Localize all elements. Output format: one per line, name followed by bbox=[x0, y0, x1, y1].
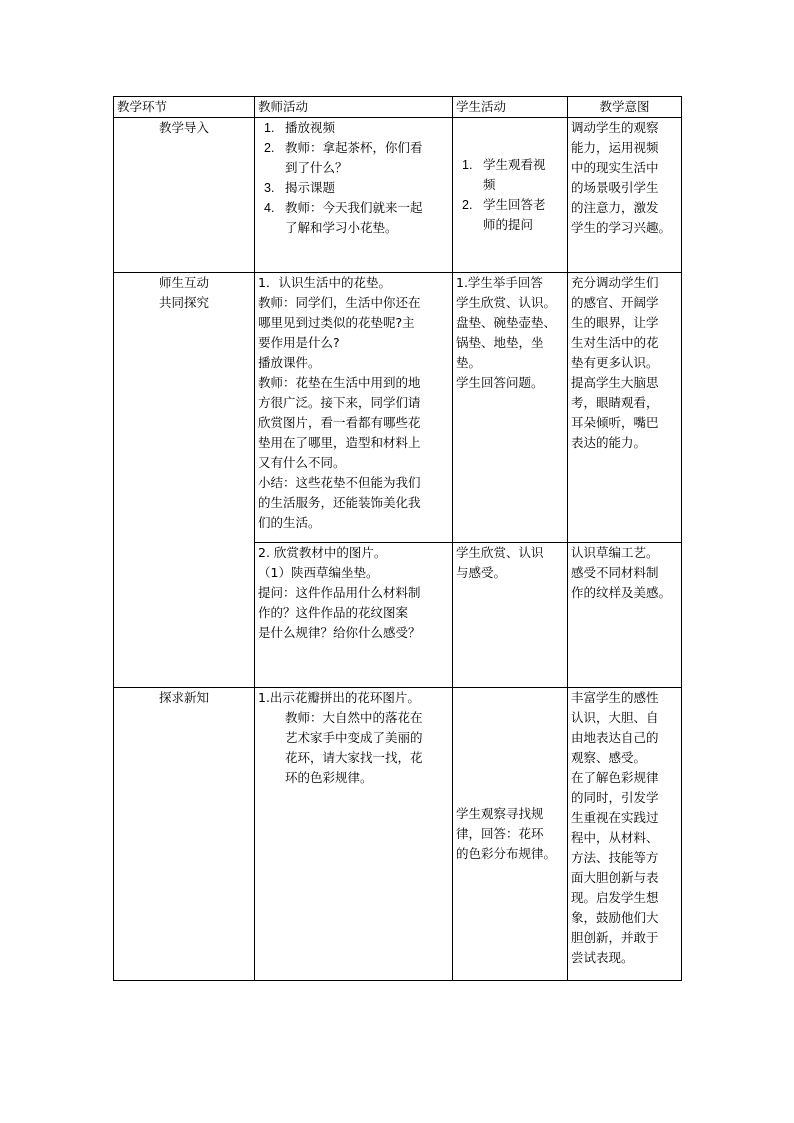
teacher-cell-intro bbox=[255, 118, 453, 273]
text-line: 考，眼睛观看， bbox=[571, 395, 659, 410]
list-item bbox=[258, 138, 449, 178]
list-item bbox=[258, 178, 449, 198]
list-number: 1. bbox=[462, 158, 473, 172]
text-line: 尝试表现。 bbox=[571, 950, 634, 965]
table-header-row bbox=[114, 97, 682, 118]
text-line: 生重视在实践过 bbox=[571, 810, 659, 825]
header-cell-intent: 教学意图 bbox=[568, 97, 682, 118]
table-row-intro bbox=[114, 118, 682, 273]
text-line: 作的纹样及美感。 bbox=[571, 585, 672, 600]
text-line: 认识，大胆、自 bbox=[571, 710, 659, 725]
text-line: 在了解色彩规律 bbox=[571, 770, 659, 785]
list-item-line: 揭示课题 bbox=[285, 180, 336, 195]
list-number: 2. bbox=[462, 198, 473, 212]
text-line: （1）陕西草编坐垫。 bbox=[258, 565, 379, 580]
stage-cell-intro: 教学导入 bbox=[114, 118, 255, 273]
header-cell-teacher: 教师活动 bbox=[255, 97, 453, 118]
text-line: 学生的学习兴趣。 bbox=[571, 220, 672, 235]
text-line: 提高学生大脑思 bbox=[571, 375, 659, 390]
list-item bbox=[258, 118, 449, 138]
text-line: 象，鼓励他们大 bbox=[571, 910, 659, 925]
list-item bbox=[456, 155, 564, 195]
stage-label-line: 师生互动 bbox=[158, 275, 209, 290]
list-item-line: 了解和学习小花垫。 bbox=[285, 220, 398, 235]
text-line: 1．认识生活中的花垫。 bbox=[258, 275, 391, 290]
text-line: 垫。 bbox=[456, 355, 482, 370]
text-line: 调动学生的观察 bbox=[571, 120, 659, 135]
text-line: 律，回答：花环 bbox=[456, 826, 544, 841]
teacher-list-intro bbox=[258, 118, 449, 238]
text-line: 小结：这些花垫不但能为我们 bbox=[258, 475, 421, 490]
list-item-line: 频 bbox=[483, 177, 496, 192]
text-line: 的场景吸引学生 bbox=[571, 180, 659, 195]
intent-cell-intro bbox=[568, 118, 682, 273]
text-line: 垫有更多认识。 bbox=[571, 355, 659, 370]
text-line: 欣赏图片，看一看都有哪些花 bbox=[258, 415, 421, 430]
text-line: 认识草编工艺。 bbox=[571, 545, 659, 560]
list-item bbox=[258, 198, 449, 238]
text-line: 提问：这件作品用什么材料制 bbox=[258, 585, 421, 600]
text-line: 中的现实生活中 bbox=[571, 160, 659, 175]
table-row-explore-1 bbox=[114, 273, 682, 543]
text-line: 们的生活。 bbox=[258, 515, 321, 530]
header-cell-stage: 教学环节 bbox=[114, 97, 255, 118]
student-cell-new-knowledge bbox=[453, 688, 568, 981]
text-line: 哪里见到过类似的花垫呢?主 bbox=[258, 315, 415, 330]
intent-cell-explore-2 bbox=[568, 543, 682, 688]
text-line: 胆创新，并敢于 bbox=[571, 930, 659, 945]
student-cell-explore-2 bbox=[453, 543, 568, 688]
list-number: 3. bbox=[264, 181, 275, 195]
text-line: 由地表达自己的 bbox=[571, 730, 659, 745]
text-line: 教师：花垫在生活中用到的地 bbox=[258, 375, 421, 390]
text-line: 垫用在了哪里，造型和材料上 bbox=[258, 435, 421, 450]
list-number: 4. bbox=[264, 201, 275, 215]
text-line: 要作用是什么? bbox=[258, 335, 340, 350]
text-line: 1.学生举手回答 bbox=[456, 275, 543, 290]
text-line: 作的？这件作品的花纹图案 bbox=[258, 605, 409, 620]
intent-cell-new-knowledge bbox=[568, 688, 682, 981]
list-item bbox=[456, 195, 564, 235]
list-item-line: 学生回答老 bbox=[483, 197, 546, 212]
text-line: 艺术家手中变成了美丽的 bbox=[285, 730, 423, 745]
text-line: 盘垫、碗垫壶垫、 bbox=[456, 315, 557, 330]
list-item-line: 教师：今天我们就来一起 bbox=[285, 200, 423, 215]
text-line: 是什么规律？给你什么感受？ bbox=[258, 625, 421, 640]
text-line: 学生回答问题。 bbox=[456, 375, 544, 390]
text-line: 程中，从材料、 bbox=[571, 830, 659, 845]
text-line: 方法、技能等方 bbox=[571, 850, 659, 865]
text-line: 充分调动学生们 bbox=[571, 275, 659, 290]
text-line: 的生活服务，还能装饰美化我 bbox=[258, 495, 421, 510]
teacher-title-line: 1.出示花瓣拼出的花环图片。 bbox=[258, 690, 420, 705]
list-item-line: 教师：拿起茶杯，你们看 bbox=[285, 140, 423, 155]
teacher-cell-explore-2 bbox=[255, 543, 453, 688]
text-line: 面大胆创新与表 bbox=[571, 870, 659, 885]
text-line: 环的色彩规律。 bbox=[285, 770, 373, 785]
text-line: 现。启发学生想 bbox=[571, 890, 659, 905]
text-line: 又有什么不同。 bbox=[258, 455, 346, 470]
stage-cell-explore bbox=[114, 273, 255, 688]
lesson-plan-table bbox=[113, 96, 682, 981]
text-line: 表达的能力。 bbox=[571, 435, 647, 450]
teacher-cell-explore-1 bbox=[255, 273, 453, 543]
text-line: 的色彩分布规律。 bbox=[456, 846, 557, 861]
text-line: 耳朵倾听，嘴巴 bbox=[571, 415, 659, 430]
text-line: 生的眼界，让学 bbox=[571, 315, 659, 330]
teacher-cell-new-knowledge bbox=[255, 688, 453, 981]
text-line: 与感受。 bbox=[456, 565, 507, 580]
text-line: 生对生活中的花 bbox=[571, 335, 659, 350]
list-number: 2. bbox=[264, 141, 275, 155]
teacher-body bbox=[258, 708, 449, 788]
stage-label-line: 共同探究 bbox=[158, 295, 209, 310]
text-line: 教师：同学们，生活中你还在 bbox=[258, 295, 421, 310]
text-line: 学生欣赏、认识。 bbox=[456, 295, 557, 310]
text-line: 2. 欣赏教材中的图片。 bbox=[258, 545, 387, 560]
text-line: 能力，运用视频 bbox=[571, 140, 659, 155]
list-item-line: 播放视频 bbox=[285, 120, 336, 135]
student-cell-intro bbox=[453, 118, 568, 273]
intent-cell-explore-1 bbox=[568, 273, 682, 543]
text-line: 学生欣赏、认识 bbox=[456, 545, 544, 560]
text-line: 的注意力，激发 bbox=[571, 200, 659, 215]
student-cell-explore-1 bbox=[453, 273, 568, 543]
table-row-new-knowledge bbox=[114, 688, 682, 981]
text-line: 观察、感受。 bbox=[571, 750, 647, 765]
text-line: 锅垫、地垫，坐 bbox=[456, 335, 544, 350]
stage-cell-new-knowledge: 探求新知 bbox=[114, 688, 255, 981]
student-list-intro bbox=[456, 155, 564, 235]
text-line: 花环，请大家找一找，花 bbox=[285, 750, 423, 765]
list-item-line: 学生观看视 bbox=[483, 157, 546, 172]
text-line: 播放课件。 bbox=[258, 355, 321, 370]
text-line: 丰富学生的感性 bbox=[571, 690, 659, 705]
list-number: 1. bbox=[264, 121, 275, 135]
list-item-line: 到了什么？ bbox=[285, 160, 348, 175]
text-line: 教师：大自然中的落花在 bbox=[285, 710, 423, 725]
text-line: 学生观察寻找规 bbox=[456, 806, 544, 821]
header-cell-student: 学生活动 bbox=[453, 97, 568, 118]
list-item-line: 师的提问 bbox=[483, 217, 534, 232]
text-line: 的同时，引发学 bbox=[571, 790, 659, 805]
text-line: 方很广泛。接下来，同学们请 bbox=[258, 395, 421, 410]
text-line: 感受不同材料制 bbox=[571, 565, 659, 580]
text-line: 的感官、开阔学 bbox=[571, 295, 659, 310]
